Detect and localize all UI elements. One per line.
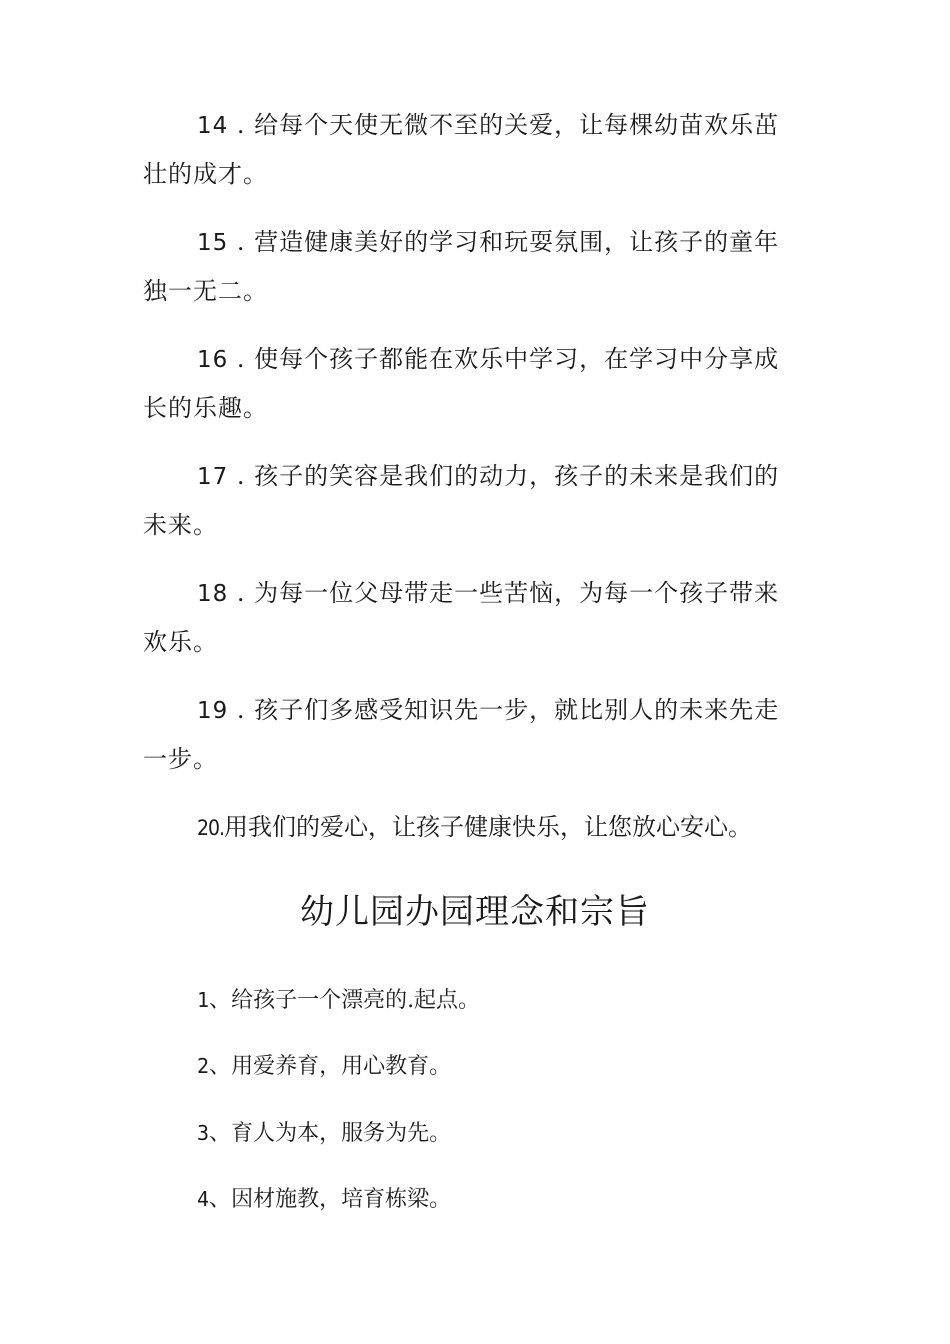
slogan-17 — [143, 452, 793, 549]
principle-text: 用爱养育，用心教育。 — [231, 1054, 452, 1079]
slogan-separator: . — [228, 111, 255, 139]
slogan-number: 19 — [197, 698, 229, 724]
slogan-15 — [143, 218, 793, 315]
slogan-separator: . — [228, 228, 255, 256]
slogan-text: 营造健康美好的学习和玩耍氛围，让孩子的童年独一无二。 — [143, 228, 780, 305]
slogan-number: 18 — [197, 581, 229, 607]
slogan-20 — [197, 807, 752, 848]
principle-separator: 、 — [209, 1121, 232, 1146]
principle-item-4 — [197, 1181, 451, 1218]
principle-item-2 — [197, 1048, 451, 1085]
slogan-separator: . — [228, 696, 255, 724]
principle-number: 2 — [197, 1054, 210, 1078]
slogan-number: 20. — [197, 816, 225, 840]
principle-text: 给孩子一个漂亮的.起点。 — [231, 988, 481, 1013]
principle-number: 1 — [197, 988, 210, 1012]
slogan-19 — [143, 686, 793, 783]
principle-item-1 — [197, 982, 480, 1019]
slogan-text: 孩子们多感受知识先一步，就比别人的未来先走一步。 — [143, 696, 780, 773]
slogan-separator: . — [228, 462, 255, 490]
slogan-separator: . — [228, 345, 255, 373]
slogan-text: 为每一位父母带走一些苦恼，为每一个孩子带来欢乐。 — [143, 579, 780, 656]
slogan-16 — [143, 335, 793, 432]
principle-separator: 、 — [209, 988, 232, 1013]
slogan-number: 17 — [197, 464, 229, 490]
slogan-number: 16 — [197, 347, 229, 373]
slogan-18 — [143, 569, 793, 666]
slogan-text: 用我们的爱心，让孩子健康快乐，让您放心安心。 — [224, 813, 753, 841]
slogan-separator: . — [228, 579, 255, 607]
principle-text: 因材施教，培育栋梁。 — [231, 1187, 452, 1212]
slogan-text: 孩子的笑容是我们的动力，孩子的未来是我们的未来。 — [143, 462, 780, 539]
slogan-number: 15 — [197, 230, 229, 256]
section-title: 幼儿园办园理念和宗旨 — [300, 892, 650, 932]
slogan-text: 使每个孩子都能在欢乐中学习，在学习中分享成长的乐趣。 — [143, 345, 780, 422]
slogan-text: 给每个天使无微不至的关爱，让每棵幼苗欢乐茁壮的成才。 — [143, 111, 780, 188]
principle-separator: 、 — [209, 1054, 232, 1079]
principle-item-3 — [197, 1115, 451, 1152]
slogan-number: 14 — [197, 113, 229, 139]
principle-number: 3 — [197, 1121, 210, 1145]
slogan-14 — [143, 101, 793, 198]
principle-separator: 、 — [209, 1187, 232, 1212]
principle-text: 育人为本，服务为先。 — [231, 1121, 452, 1146]
principle-number: 4 — [197, 1187, 210, 1211]
